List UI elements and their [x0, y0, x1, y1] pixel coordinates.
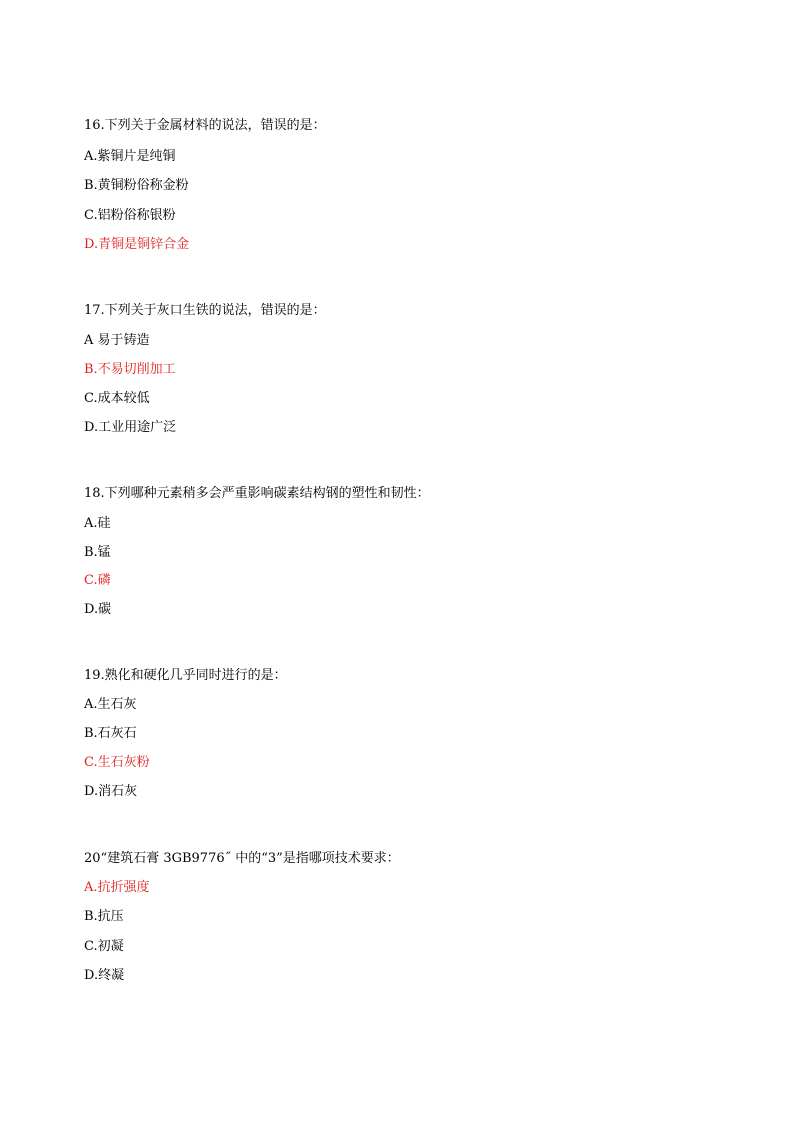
question-17-option-c: C.成本较低	[84, 391, 150, 406]
question-20-option-c: C.初凝	[84, 939, 124, 954]
question-17-option-b: B.不易切削加工	[84, 362, 176, 377]
question-16-option-b: B.黄铜粉俗称金粉	[84, 178, 189, 193]
question-16-option-a: A.紫铜片是纯铜	[84, 149, 176, 164]
question-16-option-c: C.铝粉俗称银粉	[84, 208, 176, 223]
question-18-option-d: D.碳	[84, 602, 112, 617]
question-20-option-d: D.终凝	[84, 968, 125, 983]
question-18-stem: 18.下列哪种元素稍多会严重影响碳素结构钢的塑性和韧性：	[84, 486, 430, 501]
question-20-option-b: B.抗压	[84, 909, 124, 924]
question-19-option-a: A.生石灰	[84, 697, 137, 712]
question-19-stem: 19.熟化和硬化几乎同时进行的是：	[84, 668, 287, 683]
question-20-stem: 20“建筑石膏 3GB9776˝ 中的“3”是指哪项技术要求：	[84, 851, 400, 866]
question-16-option-d: D.青铜是铜锌合金	[84, 237, 190, 252]
question-18-option-a: A.硅	[84, 516, 111, 531]
question-18-option-b: B.锰	[84, 545, 111, 560]
question-17-stem: 17.下列关于灰口生铁的说法，错误的是：	[84, 303, 326, 318]
question-19-option-b: B.石灰石	[84, 726, 137, 741]
question-20-option-a: A.抗折强度	[84, 880, 150, 895]
question-19-option-c: C.生石灰粉	[84, 755, 150, 770]
question-17-option-d: D.工业用途广泛	[84, 420, 177, 435]
question-18-option-c: C.磷	[84, 573, 111, 588]
question-16-stem: 16.下列关于金属材料的说法，错误的是：	[84, 118, 326, 133]
question-17-option-a: A 易于铸造	[84, 333, 150, 348]
question-19-option-d: D.消石灰	[84, 784, 138, 799]
